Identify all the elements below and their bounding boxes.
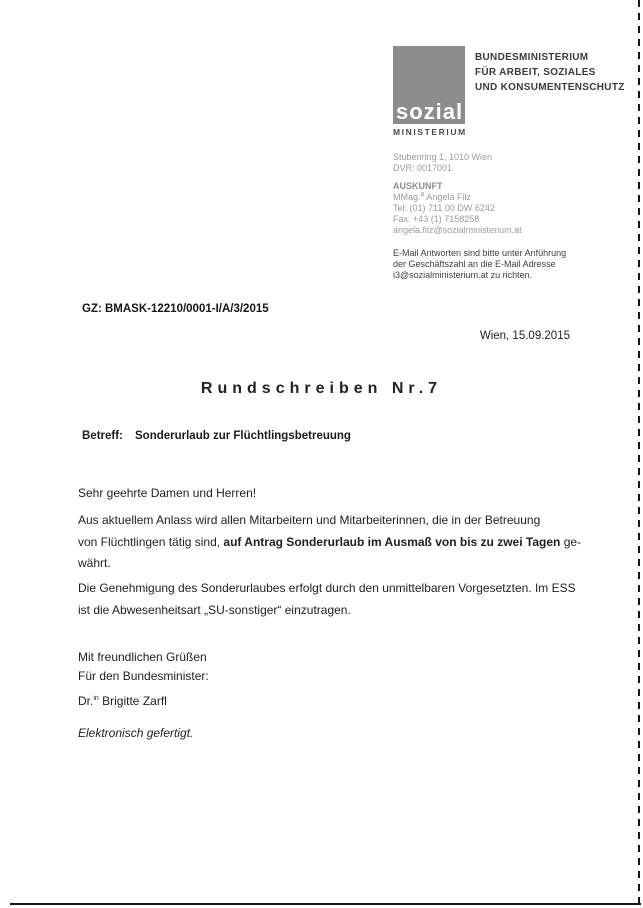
email-note-line-2: der Geschäftszahl an die E-Mail Adresse bbox=[393, 259, 556, 269]
place-and-date: Wien, 15.09.2015 bbox=[479, 330, 570, 342]
closing bbox=[78, 648, 209, 685]
ministry-logo bbox=[393, 46, 467, 137]
address-dvr: DVR: 0017001 bbox=[393, 163, 453, 173]
email-note-line-3: i3@sozialministerium.at zu richten. bbox=[393, 270, 533, 280]
contact-name-rest: Angela Filz bbox=[424, 192, 471, 202]
contact-name bbox=[393, 192, 522, 203]
scan-edge-bottom-line bbox=[10, 903, 641, 905]
paragraph-1-line-2-bold: auf Antrag Sonderurlaub im Ausmaß von bis zu zwei Tagen bbox=[223, 534, 561, 549]
paragraph-1-line-2-tail: ge- bbox=[560, 534, 582, 549]
paragraph-2 bbox=[78, 578, 576, 621]
address-contact-block bbox=[393, 152, 522, 236]
signature-title: Dr. bbox=[78, 694, 94, 708]
paragraph-1-line-2-normal: von Flüchtlingen tätig sind, bbox=[78, 534, 224, 549]
subject-label: Betreff: bbox=[82, 430, 123, 442]
document-title: Rundschreiben Nr.7 bbox=[200, 380, 443, 397]
subject-line bbox=[82, 430, 351, 442]
paragraph-2-line-2: ist die Abwesenheitsart „SU-sonstiger“ einzutragen. bbox=[78, 602, 351, 617]
paragraph-2-line-1: Die Genehmigung des Sonderurlaubes erfolgt durch den unmittelbaren Vorgesetzten. Im ESS bbox=[78, 581, 576, 595]
email-note-line-1: E-Mail Antworten sind bitte unter Anführung bbox=[393, 248, 567, 258]
salutation: Sehr geehrte Damen und Herren! bbox=[78, 486, 257, 500]
ministry-name bbox=[475, 50, 625, 95]
sozialministerium-logo-square bbox=[393, 46, 465, 124]
signature-name bbox=[78, 691, 167, 713]
signature-name-text: Brigitte Zarfl bbox=[98, 694, 167, 708]
closing-for-minister: Für den Bundesminister: bbox=[78, 668, 209, 683]
paragraph-1-line-1: Aus aktuellem Anlass wird allen Mitarbeitern und Mitarbeiterinnen, die in der Betreuung bbox=[78, 513, 541, 527]
scan-edge-right-dashed-line bbox=[638, 0, 640, 908]
paragraph-1-line-3: währt. bbox=[78, 556, 111, 570]
signature-title-superscript: in bbox=[93, 695, 99, 702]
ministry-name-line-2: FÜR ARBEIT, SOZIALES bbox=[475, 67, 596, 78]
contact-name-prefix: MMag. bbox=[393, 192, 421, 202]
logo-brand-word: sozial bbox=[396, 99, 464, 124]
closing-greeting: Mit freundlichen Grüßen bbox=[78, 650, 207, 664]
contact-heading: AUSKUNFT bbox=[393, 181, 443, 191]
address-street: Stubenring 1, 1010 Wien bbox=[393, 152, 493, 162]
ministry-name-line-1: BUNDESMINISTERIUM bbox=[475, 52, 589, 63]
logo-brand-sub: MINISTERIUM bbox=[393, 127, 467, 137]
electronically-signed-note: Elektronisch gefertigt. bbox=[78, 726, 194, 740]
subject-text: Sonderurlaub zur Flüchtlingsbetreuung bbox=[135, 430, 351, 442]
ministry-name-line-3: UND KONSUMENTENSCHUTZ bbox=[475, 82, 625, 93]
email-reply-note bbox=[393, 248, 566, 281]
contact-fax: Fax: +43 (1) 7158258 bbox=[393, 214, 480, 224]
reference-number: GZ: BMASK-12210/0001-I/A/3/2015 bbox=[82, 303, 269, 315]
paragraph-1 bbox=[78, 510, 581, 575]
contact-name-superscript: a bbox=[420, 191, 425, 198]
contact-tel: Tel: (01) 711 00 DW 6242 bbox=[393, 203, 495, 213]
contact-email: angela.filz@sozialministerium.at bbox=[393, 225, 522, 235]
